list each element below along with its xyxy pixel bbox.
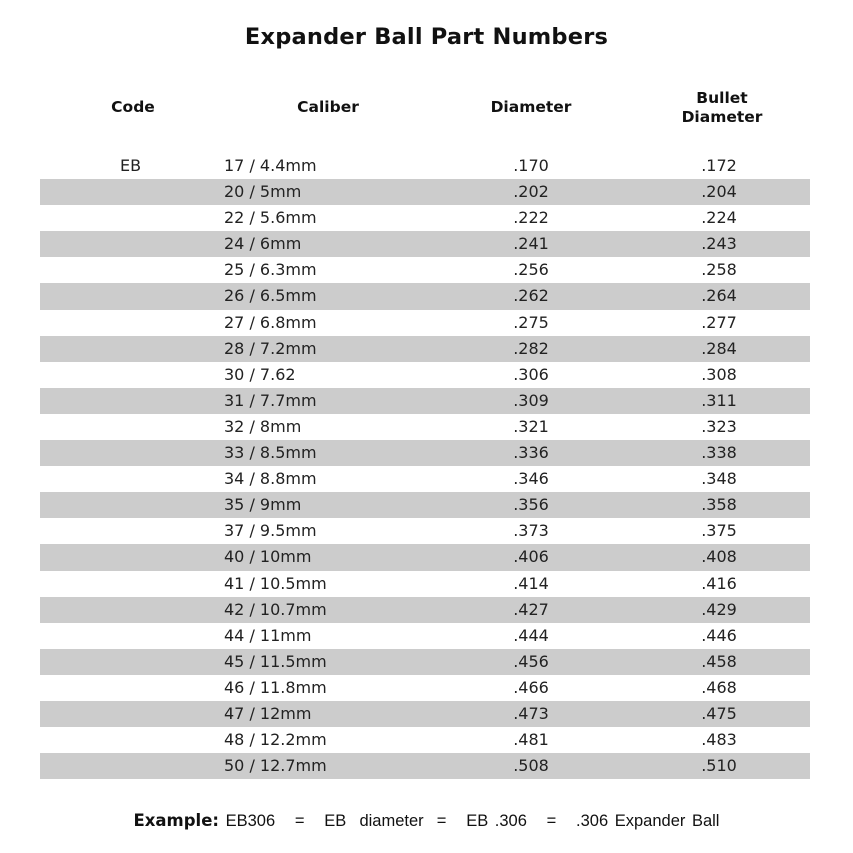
bullet-diameter-cell: .338 bbox=[701, 443, 737, 463]
table-row bbox=[40, 414, 810, 440]
code-cell: EB bbox=[120, 156, 142, 175]
caliber-cell: 37 / 9.5mm bbox=[224, 521, 317, 541]
table-row bbox=[40, 257, 810, 283]
caliber-cell: 24 / 6mm bbox=[224, 234, 302, 254]
table-row bbox=[40, 388, 810, 414]
diameter-cell: .444 bbox=[513, 625, 549, 645]
diameter-cell: .406 bbox=[513, 547, 549, 567]
caliber-cell: 26 / 6.5mm bbox=[224, 286, 317, 306]
table-row bbox=[40, 649, 810, 675]
table-row bbox=[40, 466, 810, 492]
table-row bbox=[40, 362, 810, 388]
bullet-diameter-cell: .483 bbox=[701, 730, 737, 750]
caliber-cell: 42 / 10.7mm bbox=[224, 599, 327, 619]
table-row bbox=[40, 597, 810, 623]
diameter-cell: .336 bbox=[513, 443, 549, 463]
column-header-bullet-diameter bbox=[652, 89, 792, 127]
diameter-cell: .222 bbox=[513, 208, 549, 228]
bullet-diameter-cell: .348 bbox=[701, 469, 737, 489]
diameter-cell: .346 bbox=[513, 469, 549, 489]
column-header-diameter: Diameter bbox=[490, 98, 572, 116]
diameter-cell: .275 bbox=[513, 312, 549, 332]
caliber-cell: 31 / 7.7mm bbox=[224, 390, 317, 410]
caliber-cell: 20 / 5mm bbox=[224, 182, 302, 202]
caliber-cell: 25 / 6.3mm bbox=[224, 260, 317, 280]
diameter-cell: .481 bbox=[513, 730, 549, 750]
column-header-bullet-line1: Bullet bbox=[696, 89, 748, 107]
table-row bbox=[40, 727, 810, 753]
example-label: Example: bbox=[133, 811, 219, 830]
bullet-diameter-cell: .429 bbox=[701, 599, 737, 619]
diameter-cell: .170 bbox=[513, 156, 549, 175]
diameter-cell: .306 bbox=[513, 364, 549, 384]
table-row bbox=[40, 701, 810, 727]
table-row bbox=[40, 336, 810, 362]
table-row bbox=[40, 283, 810, 309]
diameter-cell: .427 bbox=[513, 599, 549, 619]
table-row bbox=[40, 753, 810, 779]
bullet-diameter-cell: .172 bbox=[701, 156, 737, 175]
bullet-diameter-cell: .458 bbox=[701, 651, 737, 671]
diameter-cell: .373 bbox=[513, 521, 549, 541]
diameter-cell: .473 bbox=[513, 703, 549, 723]
bullet-diameter-cell: .204 bbox=[701, 182, 737, 202]
diameter-cell: .202 bbox=[513, 182, 549, 202]
diameter-cell: .414 bbox=[513, 573, 549, 593]
table-row bbox=[40, 310, 810, 336]
bullet-diameter-cell: .416 bbox=[701, 573, 737, 593]
table-row bbox=[40, 518, 810, 544]
caliber-cell: 32 / 8mm bbox=[224, 416, 302, 436]
table-row bbox=[40, 205, 810, 231]
diameter-cell: .456 bbox=[513, 651, 549, 671]
bullet-diameter-cell: .475 bbox=[701, 703, 737, 723]
caliber-cell: 45 / 11.5mm bbox=[224, 651, 327, 671]
caliber-cell: 40 / 10mm bbox=[224, 547, 312, 567]
caliber-cell: 22 / 5.6mm bbox=[224, 208, 317, 228]
table-row bbox=[40, 544, 810, 570]
diameter-cell: .262 bbox=[513, 286, 549, 306]
caliber-cell: 47 / 12mm bbox=[224, 703, 312, 723]
bullet-diameter-cell: .375 bbox=[701, 521, 737, 541]
column-header-code: Code bbox=[111, 98, 155, 116]
caliber-cell: 30 / 7.62 bbox=[224, 364, 296, 384]
diameter-cell: .356 bbox=[513, 495, 549, 515]
bullet-diameter-cell: .284 bbox=[701, 338, 737, 358]
caliber-cell: 33 / 8.5mm bbox=[224, 443, 317, 463]
caliber-cell: 46 / 11.8mm bbox=[224, 677, 327, 697]
bullet-diameter-cell: .408 bbox=[701, 547, 737, 567]
table-row bbox=[40, 231, 810, 257]
diameter-cell: .256 bbox=[513, 260, 549, 280]
diameter-cell: .321 bbox=[513, 416, 549, 436]
column-header-caliber: Caliber bbox=[297, 98, 359, 116]
example-line bbox=[0, 811, 853, 831]
caliber-cell: 27 / 6.8mm bbox=[224, 312, 317, 332]
caliber-cell: 50 / 12.7mm bbox=[224, 756, 327, 776]
caliber-cell: 44 / 11mm bbox=[224, 625, 312, 645]
diameter-cell: .508 bbox=[513, 756, 549, 776]
page-title: Expander Ball Part Numbers bbox=[244, 24, 609, 50]
bullet-diameter-cell: .258 bbox=[701, 260, 737, 280]
diameter-cell: .309 bbox=[513, 390, 549, 410]
bullet-diameter-cell: .311 bbox=[701, 390, 737, 410]
caliber-cell: 34 / 8.8mm bbox=[224, 469, 317, 489]
bullet-diameter-cell: .446 bbox=[701, 625, 737, 645]
table-row bbox=[40, 153, 810, 179]
caliber-cell: 28 / 7.2mm bbox=[224, 338, 317, 358]
table-row bbox=[40, 440, 810, 466]
bullet-diameter-cell: .224 bbox=[701, 208, 737, 228]
bullet-diameter-cell: .323 bbox=[701, 416, 737, 436]
table-row bbox=[40, 492, 810, 518]
bullet-diameter-cell: .264 bbox=[701, 286, 737, 306]
diameter-cell: .466 bbox=[513, 677, 549, 697]
caliber-cell: 48 / 12.2mm bbox=[224, 730, 327, 750]
bullet-diameter-cell: .243 bbox=[701, 234, 737, 254]
part-numbers-table bbox=[40, 153, 810, 779]
diameter-cell: .282 bbox=[513, 338, 549, 358]
caliber-cell: 41 / 10.5mm bbox=[224, 573, 327, 593]
table-row bbox=[40, 623, 810, 649]
bullet-diameter-cell: .308 bbox=[701, 364, 737, 384]
table-row bbox=[40, 571, 810, 597]
bullet-diameter-cell: .277 bbox=[701, 312, 737, 332]
bullet-diameter-cell: .468 bbox=[701, 677, 737, 697]
diameter-cell: .241 bbox=[513, 234, 549, 254]
column-header-bullet-line2: Diameter bbox=[681, 108, 763, 126]
caliber-cell: 35 / 9mm bbox=[224, 495, 302, 515]
bullet-diameter-cell: .510 bbox=[701, 756, 737, 776]
caliber-cell: 17 / 4.4mm bbox=[224, 156, 317, 175]
example-text: EB306 = EB diameter = EB .306 = .306 Expander Ball bbox=[219, 812, 720, 830]
table-row bbox=[40, 179, 810, 205]
bullet-diameter-cell: .358 bbox=[701, 495, 737, 515]
table-row bbox=[40, 675, 810, 701]
